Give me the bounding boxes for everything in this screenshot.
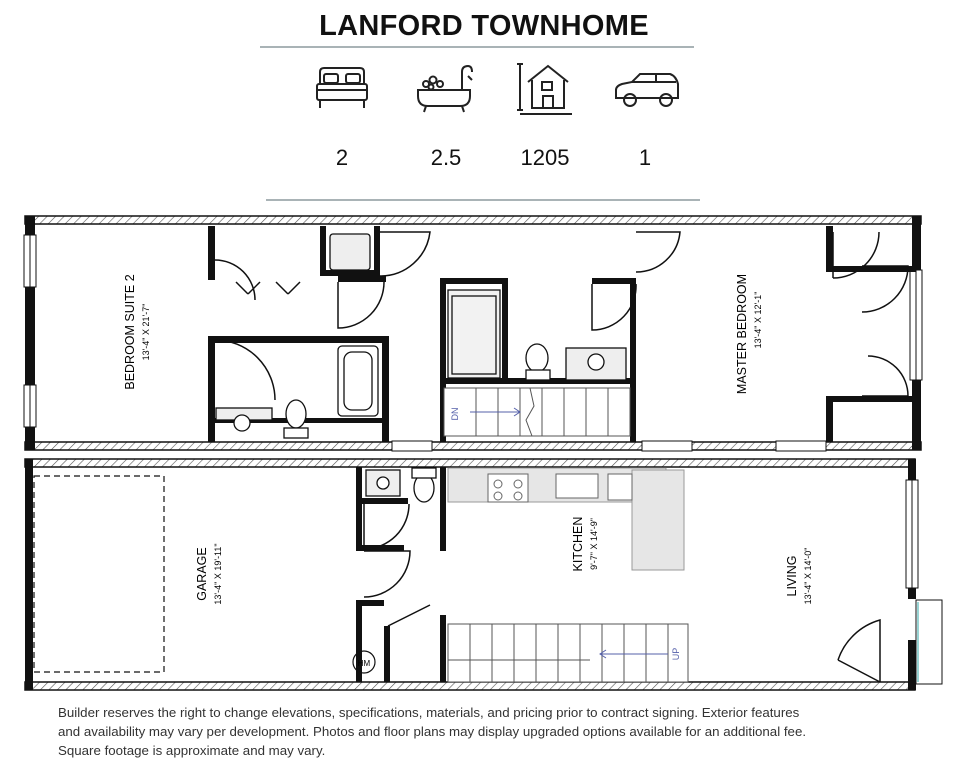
garage-value: 1 (638, 145, 652, 170)
square-feet-value: 1205 (520, 145, 570, 170)
disclaimer-line-1: Builder reserves the right to change elevations, specifications, materials, and pricing prior to contract signing. Exterior features (58, 705, 800, 720)
plan-title: LANFORD TOWNHOME (319, 10, 649, 42)
kitchen-name: KITCHEN (571, 516, 585, 572)
hm-label: HM (357, 659, 371, 668)
master-bedroom-dims: 13'-4" X 12'-1" (753, 291, 763, 349)
house-size-icon (514, 62, 576, 118)
lower-floor (25, 459, 942, 690)
stats-divider (266, 199, 700, 201)
disclaimer (58, 703, 938, 760)
disclaimer-line-3: Square footage is approximate and may vary. (58, 743, 326, 758)
floor-plan (0, 205, 960, 695)
bedroom-suite-2-name: BEDROOM SUITE 2 (123, 274, 137, 390)
garage-name: GARAGE (195, 547, 209, 601)
bedrooms-value: 2 (335, 145, 349, 170)
bathtub-icon (412, 62, 476, 114)
living-name: LIVING (785, 555, 799, 597)
title-divider (260, 46, 694, 48)
upper-floor (24, 216, 922, 451)
car-icon (612, 62, 684, 114)
bedroom-suite-2-dims: 13'-4" X 21'-7" (141, 303, 151, 361)
kitchen-dims: 9'-7" X 14'-9" (589, 518, 599, 570)
stairs-up-label: UP (671, 647, 681, 661)
bathrooms-value: 2.5 (430, 145, 462, 170)
bed-icon (312, 62, 372, 114)
stairs-down-label: DN (450, 407, 460, 421)
living-dims: 13'-4" X 14'-0" (803, 547, 813, 605)
disclaimer-line-2: and availability may vary per development. Photos and floor plans may display upgraded options available for an additional fee. (58, 724, 807, 739)
master-bedroom-name: MASTER BEDROOM (735, 273, 749, 395)
garage-dims: 13'-4" X 19'-11" (213, 543, 223, 605)
